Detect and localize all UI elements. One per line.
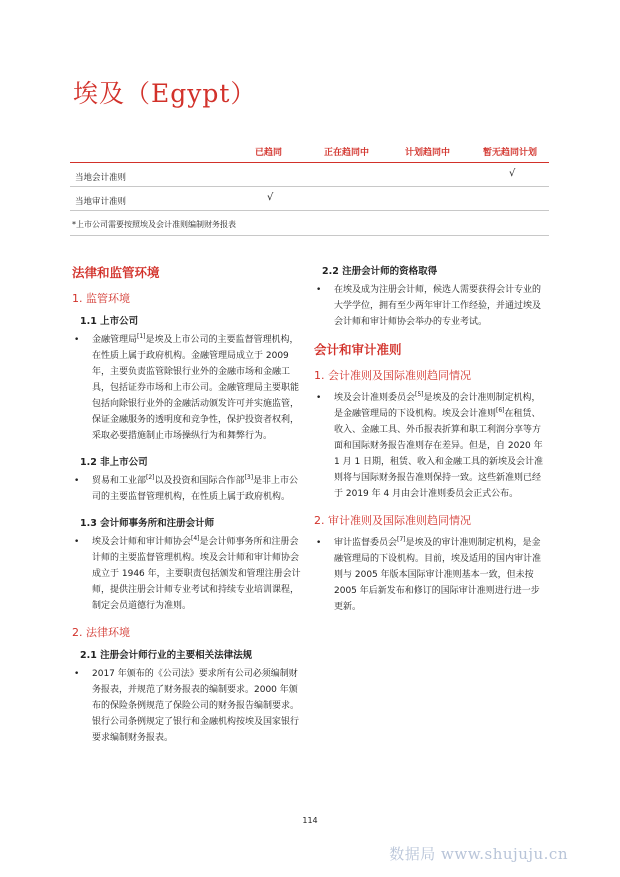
- check-mark: √: [267, 192, 274, 203]
- watermark: 数据局 www.shujuju.cn: [389, 845, 568, 863]
- section-heading-legal: 法律和监管环境: [72, 265, 160, 280]
- subheading-accounting: 1. 会计准则及国际准则趋同情况: [314, 369, 471, 382]
- table-header-converging: 正在趋同中: [324, 148, 370, 158]
- bullet-dot: •: [74, 476, 80, 486]
- left-column: [72, 263, 304, 756]
- section-heading-standards: 会计和审计准则: [314, 342, 402, 357]
- bullet-item: • 审计监督委员会[7]是埃及的审计准则制定机构，是金融管理局的下设机构。目前，埃及适用的国内审计准则与 2005 年版本国际审计准则基本一致，但未按 2005 年后新发布和修订的国际审计准则进行进一步更新。: [316, 536, 542, 612]
- table-top-rule: [70, 162, 549, 163]
- subsubheading-firms: 1.3 会计师事务所和注册会计师: [80, 518, 215, 529]
- table-footnote: *上市公司需要按照埃及会计准则编制财务报表: [72, 220, 236, 229]
- table-header-no-plan: 暂无趋同计划: [483, 148, 538, 158]
- bullet-item: • 埃及会计准则委员会[5]是埃及的会计准则制定机构，是金融管理局的下设机构。埃及会计准则[6]在租赁、收入、金融工具、外币报表折算和职工利润分享等方面和国际财务报告准则存在差异。但是，自 2020 年 1 月 1 日期，租赁、收入和金融工具的新埃及会计准则将与国际财务报告准则保持一致。这些新准则已经于 2019 年 4 月由会计准则委员会正式公布。: [316, 391, 544, 499]
- bullet-dot: •: [316, 538, 322, 548]
- bullet-item: • 在埃及成为注册会计师，候选人需要获得会计专业的大学学位，拥有至少两年审计工作经验，并通过埃及会计师和审计师协会举办的专业考试。: [314, 282, 546, 330]
- bullet-dot: •: [74, 669, 80, 679]
- row-label: 当地审计准则: [75, 197, 127, 207]
- bullet-item: • 2017 年颁布的《公司法》要求所有公司必须编制财务报表，并规范了财务报表的编制要求。2000 年颁布的保险条例规范了保险公司的财务报告编制要求。银行公司条例规定了银行和金融机构按埃及国家银行要求编制财务报表。: [72, 666, 304, 746]
- subheading-auditing: 2. 审计准则及国际准则趋同情况: [314, 514, 471, 527]
- page-title: 埃及（Egypt）: [73, 79, 257, 108]
- subheading-regulatory: 1. 监管环境: [72, 292, 130, 305]
- bullet-dot: •: [74, 537, 80, 547]
- table-header-converged: 已趋同: [255, 148, 283, 158]
- right-column: [314, 263, 546, 625]
- table-header-planned: 计划趋同中: [405, 148, 451, 158]
- subheading-legal: 2. 法律环境: [72, 626, 130, 639]
- bullet-item: • 贸易和工业部[2]以及投资和国际合作部[3]是非上市公司的主要监督管理机构，在性质上属于政府机构。: [74, 474, 299, 502]
- page-number: 114: [302, 816, 318, 825]
- subsubheading-listed: 1.1 上市公司: [80, 316, 139, 327]
- table-row-divider: [70, 210, 549, 211]
- table-row-divider: [70, 186, 549, 187]
- check-mark: √: [509, 168, 516, 179]
- bullet-item: • 埃及会计师和审计师协会[4]是会计师事务所和注册会计师的主要监督管理机构。埃及会计师和审计师协会成立于 1946 年，主要职责包括颁发和管理注册会计师，提供注册会计师专业考试和持续专业培训课程，制定会员道德行为准则。: [74, 535, 301, 611]
- bullet-dot: •: [316, 393, 322, 403]
- bullet-dot: •: [74, 335, 80, 345]
- bullet-item: • 金融管理局[1]是埃及上市公司的主要监督管理机构，在性质上属于政府机构。金融管理局成立于 2009 年，主要负责监管除银行业外的金融市场和金融工具，包括证券市场和上市公司。金融管理局主要职能包括向除银行业外的金融活动颁发许可并实施监管，保证金融服务的透明度和竞争性，保护投资者权利，采取必要措施制止市场操纵行为和舞弊行为。: [74, 333, 300, 441]
- subsubheading-laws: 2.1 注册会计师行业的主要相关法律法规: [80, 650, 253, 661]
- subsubheading-unlisted: 1.2 非上市公司: [80, 457, 148, 468]
- bullet-dot: •: [316, 285, 322, 295]
- table-bottom-rule: [70, 235, 549, 236]
- row-label: 当地会计准则: [75, 173, 127, 183]
- subsubheading-qualification: 2.2 注册会计师的资格取得: [322, 266, 438, 277]
